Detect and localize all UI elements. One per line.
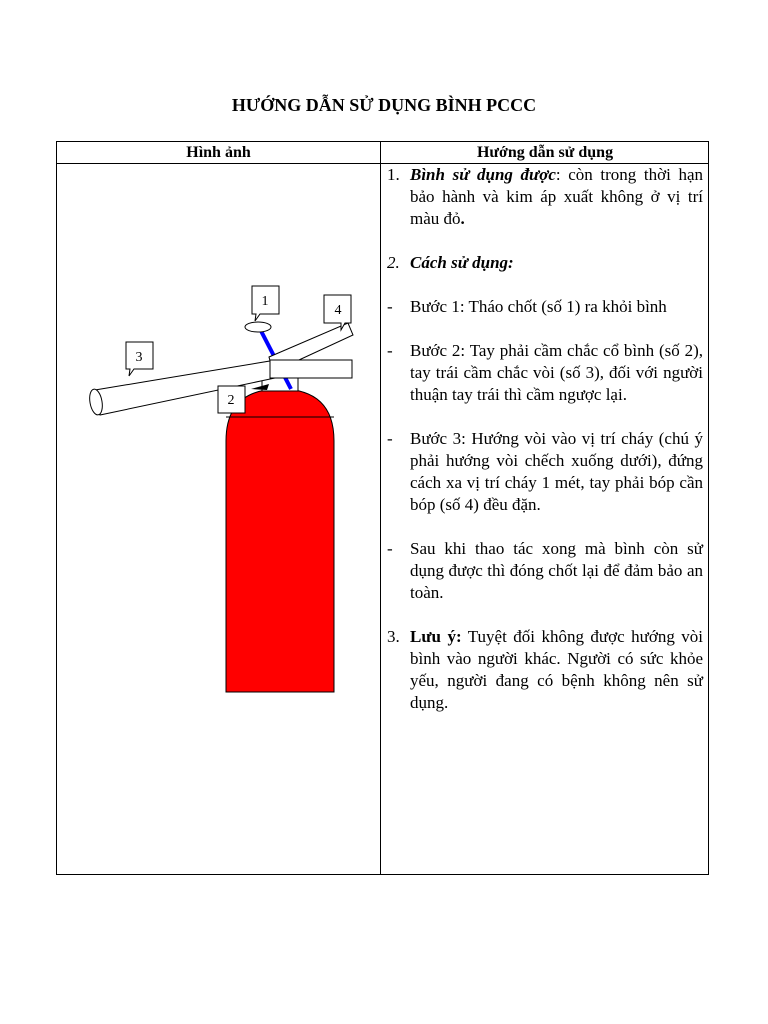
callout-3-label: 3 [135,350,143,365]
item-label: Bình sử dụng được [410,165,556,184]
callout-2-label: 2 [227,393,235,408]
list-marker: - [387,341,393,360]
list-marker: - [387,429,393,448]
list-marker: 2. [387,253,400,272]
handle-bar [270,360,352,378]
list-marker: - [387,297,393,316]
callout-4-label: 4 [334,303,342,318]
neck-pointer [251,384,269,390]
guide-table [56,141,709,875]
list-marker: - [387,539,393,558]
step-text: Bước 2: Tay phải cầm chắc cổ bình (số 2), tay trái cầm chắc vòi (số 3), đối với người thuận tay trái thì cầm ngược lại. [410,341,703,404]
list-item [382,164,703,230]
page-title: HƯỚNG DẪN SỬ DỤNG BÌNH PCCC [231,95,537,115]
list-marker: 1. [387,165,400,184]
list-item [382,252,703,274]
item-end: . [460,209,465,228]
column-divider [380,142,381,874]
step-text: Bước 1: Tháo chốt (số 1) ra khỏi bình [410,297,667,316]
extinguisher-illustration [57,164,380,724]
column-header-image: Hình ảnh [186,144,251,161]
column-header-guide: Hướng dẫn sử dụng [476,144,614,161]
step-text: Bước 3: Hướng vòi vào vị trí cháy (chú ý phải hướng vòi chếch xuống dưới), đứng cách xa vị trí cháy 1 mét, tay phải bóp cần bóp (số 4) đều đặn. [410,429,703,514]
callout-1 [252,286,279,321]
instructions [382,164,703,714]
callout-3 [126,342,153,376]
item-label: Lưu ý: [410,627,462,646]
list-marker: 3. [387,627,400,646]
callout-1-label: 1 [261,294,269,309]
list-item [382,626,703,714]
item-label: Cách sử dụng: [410,253,514,272]
list-item [382,296,703,318]
item-text: : còn trong thời hạn bảo hành và kim áp xuất không ở vị trí màu đỏ [410,165,703,228]
item-text: Tuyệt đối không được hướng vòi bình vào người khác. Người có sức khỏe yếu, người đang có bệnh không nên sử dụng. [410,627,704,712]
list-item [382,340,703,406]
cylinder-body [226,389,334,692]
list-item [382,428,703,516]
step-text: Sau khi thao tác xong mà bình còn sử dụng được thì đóng chốt lại để đảm bảo an toàn. [410,539,703,602]
callout-2 [218,386,245,413]
safety-pin-ring [245,322,271,332]
list-item [382,538,703,604]
